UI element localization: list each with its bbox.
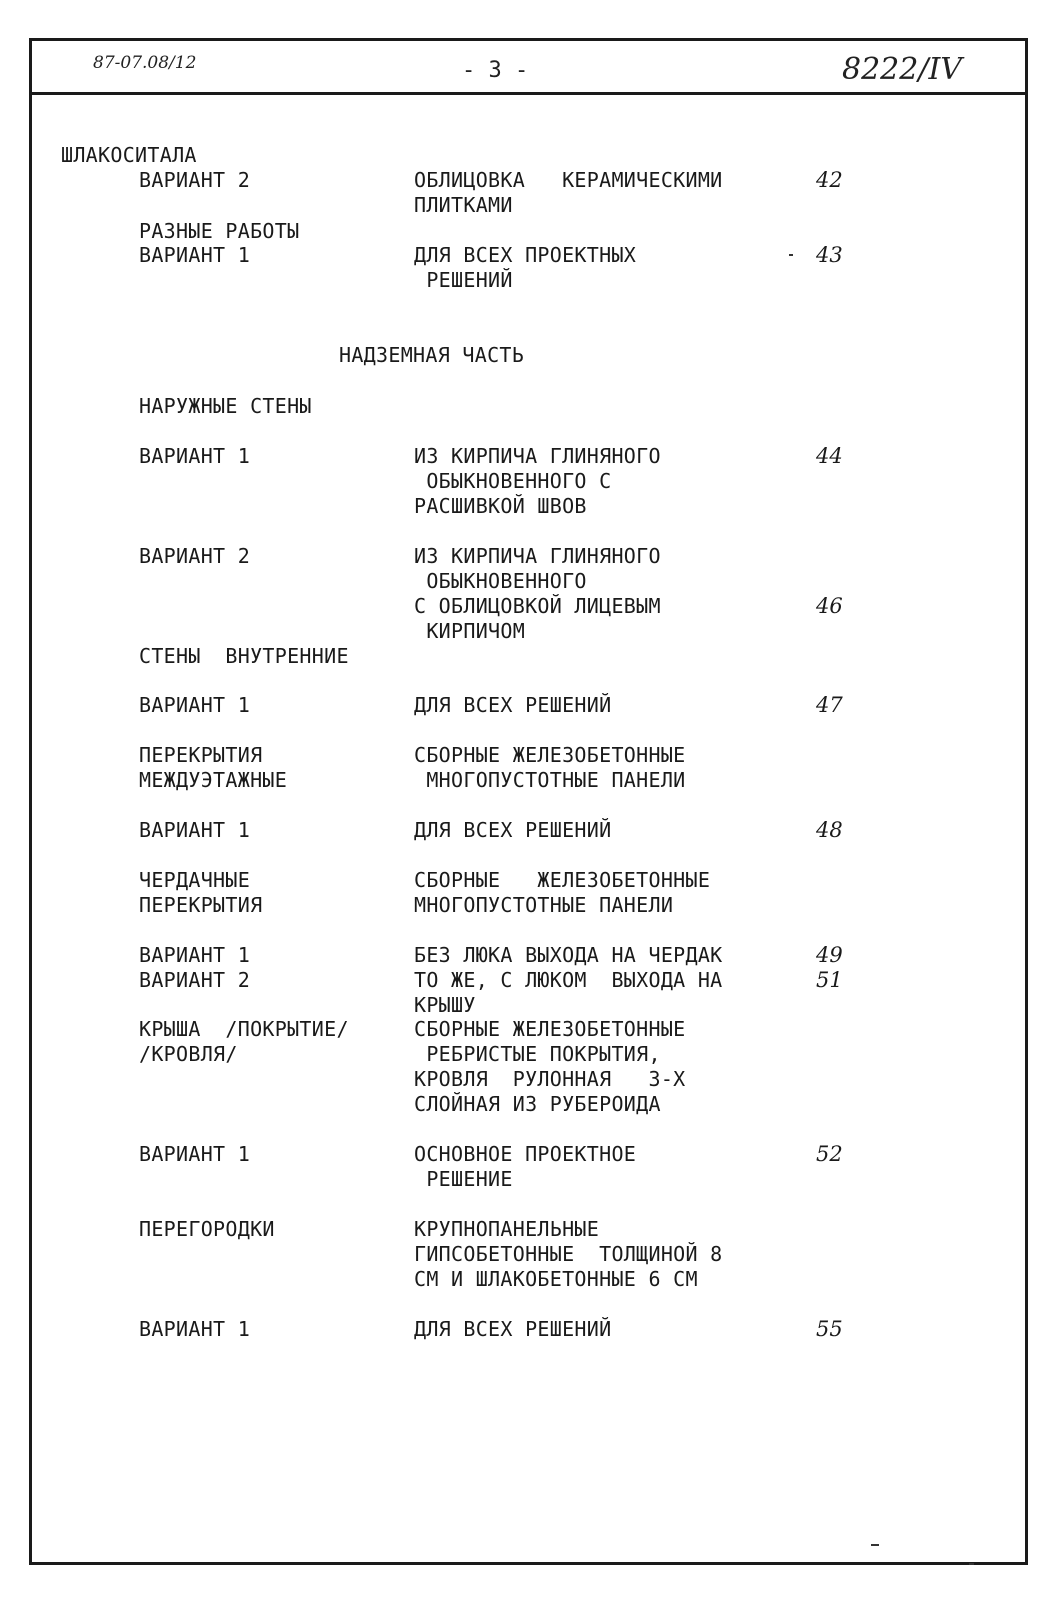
page-reference: 47 — [816, 693, 843, 717]
section-title: НАДЗЕМНАЯ ЧАСТЬ — [339, 343, 525, 367]
entry-label: ВАРИАНТ 1 — [139, 818, 251, 842]
entry-heading: СТЕНЫ ВНУТРЕННИЕ — [139, 644, 349, 668]
entry-label: ВАРИАНТ 1 — [139, 1317, 251, 1341]
entry-label: ПЕРЕКРЫТИЯ МЕЖДУЭТАЖНЫЕ — [139, 743, 288, 792]
document-code: 87-07.08/12 — [93, 53, 197, 73]
entry-label: ПЕРЕГОРОДКИ — [139, 1217, 275, 1241]
entry-description: ДЛЯ ВСЕХ РЕШЕНИЙ — [414, 818, 612, 842]
entry-description: БЕЗ ЛЮКА ВЫХОДА НА ЧЕРДАК ТО ЖЕ, С ЛЮКОМ ВЫХОДА НА КРЫШУ — [414, 943, 723, 1017]
page-reference: 52 — [816, 1142, 843, 1166]
entry-label: ВАРИАНТ 1 — [139, 243, 251, 267]
entry-label: ВАРИАНТ 1 ВАРИАНТ 2 — [139, 943, 251, 992]
page-number: - 3 - — [462, 58, 529, 83]
stray-mark — [969, 1563, 974, 1565]
page-reference: 46 — [816, 594, 843, 618]
entry-heading: РАЗНЫЕ РАБОТЫ — [139, 219, 300, 243]
page-reference: 51 — [816, 968, 843, 992]
entry-description: СБОРНЫЕ ЖЕЛЕЗОБЕТОННЫЕ МНОГОПУСТОТНЫЕ ПАНЕЛИ — [414, 868, 711, 917]
entry-description: ОБЛИЦОВКА КЕРАМИЧЕСКИМИ ПЛИТКАМИ — [414, 168, 723, 217]
stray-mark — [871, 1544, 879, 1546]
entry-description: ОСНОВНОЕ ПРОЕКТНОЕ РЕШЕНИЕ — [414, 1142, 637, 1191]
page-reference: 48 — [816, 818, 843, 842]
entry-label: ЧЕРДАЧНЫЕ ПЕРЕКРЫТИЯ — [139, 868, 263, 917]
entry-description: КРУПНОПАНЕЛЬНЫЕ ГИПСОБЕТОННЫЕ ТОЛЩИНОЙ 8 СМ И ШЛАКОБЕТОННЫЕ 6 СМ — [414, 1217, 723, 1291]
entry-description: ИЗ КИРПИЧА ГЛИНЯНОГО ОБЫКНОВЕННОГО С ОБЛИЦОВКОЙ ЛИЦЕВЫМ КИРПИЧОМ — [414, 544, 661, 643]
entry-label: ВАРИАНТ 1 — [139, 1142, 251, 1166]
stray-mark — [789, 254, 793, 256]
header-divider — [29, 92, 1028, 95]
page-reference: 49 — [816, 943, 843, 967]
document-id: 8222/IV — [842, 52, 962, 87]
entry-label: КРЫША /ПОКРЫТИЕ/ /КРОВЛЯ/ — [139, 1017, 349, 1066]
entry-label: ВАРИАНТ 2 — [139, 168, 251, 192]
entry-description: СБОРНЫЕ ЖЕЛЕЗОБЕТОННЫЕ РЕБРИСТЫЕ ПОКРЫТИЯ, КРОВЛЯ РУЛОННАЯ 3-Х СЛОЙНАЯ ИЗ РУБЕРОИДА — [414, 1017, 686, 1116]
page-reference: 43 — [816, 243, 843, 267]
entry-heading: ШЛАКОСИТАЛА — [61, 143, 197, 167]
entry-label: ВАРИАНТ 1 — [139, 693, 251, 717]
entry-label: ВАРИАНТ 2 — [139, 544, 251, 568]
page-reference: 55 — [816, 1317, 843, 1341]
entry-heading: НАРУЖНЫЕ СТЕНЫ — [139, 394, 312, 418]
page-reference: 42 — [816, 168, 843, 192]
entry-label: ВАРИАНТ 1 — [139, 444, 251, 468]
entry-description: ДЛЯ ВСЕХ РЕШЕНИЙ — [414, 1317, 612, 1341]
entry-description: ДЛЯ ВСЕХ ПРОЕКТНЫХ РЕШЕНИЙ — [414, 243, 637, 292]
entry-description: ИЗ КИРПИЧА ГЛИНЯНОГО ОБЫКНОВЕННОГО С РАСШИВКОЙ ШВОВ — [414, 444, 661, 518]
entry-description: ДЛЯ ВСЕХ РЕШЕНИЙ — [414, 693, 612, 717]
page-reference: 44 — [816, 444, 843, 468]
entry-description: СБОРНЫЕ ЖЕЛЕЗОБЕТОННЫЕ МНОГОПУСТОТНЫЕ ПАНЕЛИ — [414, 743, 686, 792]
